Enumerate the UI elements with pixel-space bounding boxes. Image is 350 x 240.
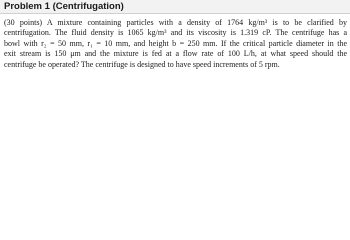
problem-header xyxy=(0,0,350,14)
problem-line: centrifuge be operated? The centrifuge is designed to have speed increments of 5 rpm. xyxy=(4,59,280,69)
problem-statement xyxy=(4,18,347,70)
problem-title: Problem 1 (Centrifugation) xyxy=(4,1,124,12)
problem-line: (30 points) A mixture containing particles with a density of 1764 kg/m³ is to be clarified by xyxy=(4,18,347,27)
problem-line: bowl with r₂ = 50 mm, r₁ = 10 mm, and height b = 250 mm. If the critical particle diameter in the xyxy=(4,38,347,48)
problem-line: exit stream is 150 μm and the mixture is fed at a flow rate of 100 L/h, at what speed should the xyxy=(4,49,347,59)
problem-line: centrifugation. The fluid density is 1065 kg/m³ and its viscosity is 1.319 cP. The centrifuge has a xyxy=(4,28,347,38)
